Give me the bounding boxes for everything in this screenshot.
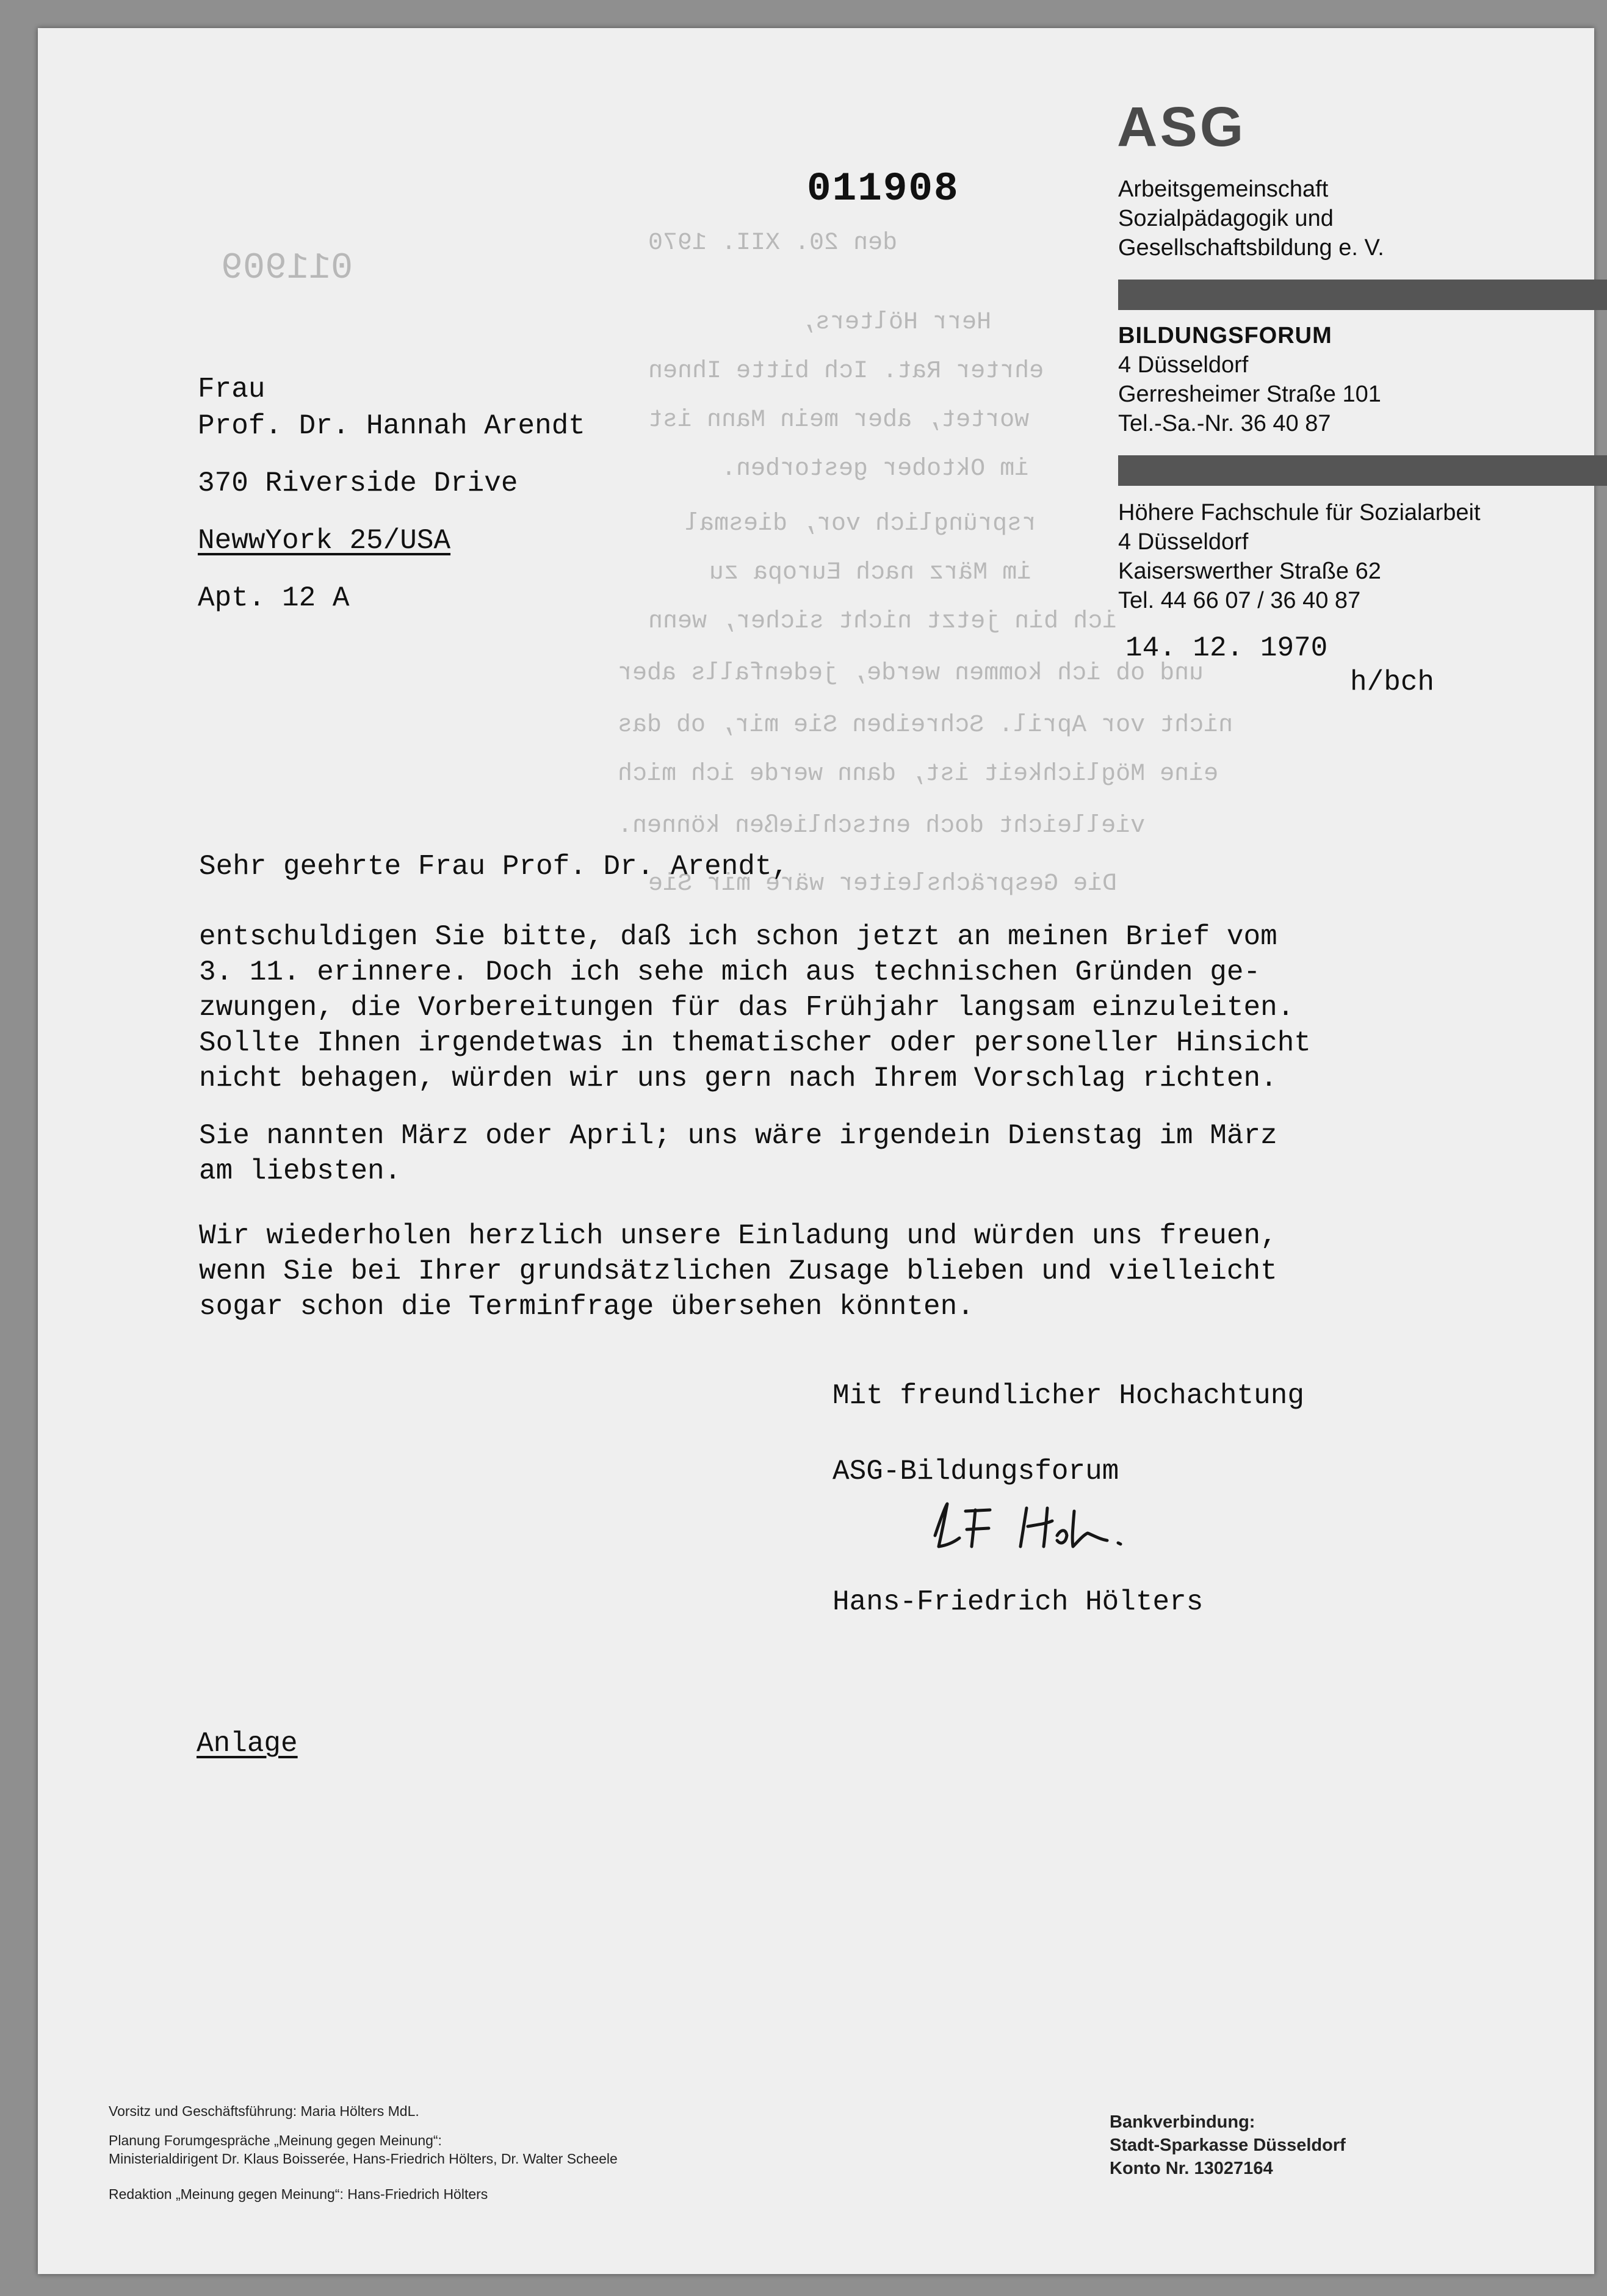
show-through-text: Herr Hölters,	[801, 309, 992, 336]
body-line: wenn Sie bei Ihrer grundsätzlichen Zusage blieben und vielleicht	[199, 1255, 1277, 1287]
forum-street: Gerresheimer Straße 101	[1118, 381, 1381, 407]
forum-title: BILDUNGSFORUM	[1118, 323, 1332, 348]
sender-organization: ASG-Bildungsforum	[832, 1456, 1119, 1487]
org-line: Gesellschaftsbildung e. V.	[1118, 235, 1384, 261]
recipient-apt: Apt. 12 A	[198, 582, 350, 614]
footer-editorial: Redaktion „Meinung gegen Meinung“: Hans-Friedrich Hölters	[109, 2186, 488, 2202]
document-number: 011908	[807, 166, 959, 212]
body-line: Sie nannten März oder April; uns wäre irgendein Dienstag im März	[199, 1120, 1277, 1152]
bank-details	[1110, 2110, 1346, 2180]
show-through-text: ehrter Rat. Ich bitte Ihnen	[648, 358, 1044, 385]
school-city: 4 Düsseldorf	[1118, 529, 1249, 555]
body-line: entschuldigen Sie bitte, daß ich schon jetzt an meinen Brief vom	[199, 921, 1277, 953]
footer-board: Vorsitz und Geschäftsführung: Maria Hölters MdL.	[109, 2103, 419, 2119]
body-line: nicht behagen, würden wir uns gern nach Ihrem Vorschlag richten.	[199, 1063, 1277, 1094]
footer-planning: Planung Forumgespräche „Meinung gegen Meinung“:	[109, 2132, 442, 2148]
forum-phone: Tel.-Sa.-Nr. 36 40 87	[1118, 411, 1331, 436]
school-address	[1118, 498, 1481, 615]
body-line: sogar schon die Terminfrage übersehen könnten.	[199, 1291, 974, 1323]
show-through-text: nicht vor April. Schreiben Sie mir, ob das	[618, 712, 1233, 739]
show-through-text: und ob ich kommen werde, jedenfalls aber	[618, 660, 1204, 687]
org-name	[1118, 175, 1384, 262]
bank-name: Stadt-Sparkasse Düsseldorf	[1110, 2135, 1346, 2155]
show-through-text: vielleicht doch entschließen können.	[618, 812, 1146, 840]
show-through-text: 011909	[221, 248, 353, 289]
signatory-name: Hans-Friedrich Hölters	[832, 1586, 1204, 1618]
show-through-text: ich bin jetzt nicht sicher, wenn	[648, 608, 1118, 635]
school-title: Höhere Fachschule für Sozialarbeit	[1118, 500, 1481, 525]
school-street: Kaiserswerther Straße 62	[1118, 558, 1381, 584]
recipient-city: NewwYork 25/USA	[198, 525, 451, 557]
recipient-address	[198, 371, 585, 616]
body-line: am liebsten.	[199, 1155, 402, 1187]
salutation: Sehr geehrte Frau Prof. Dr. Arendt,	[199, 851, 789, 883]
letter-page	[38, 28, 1594, 2274]
show-through-text: wortet, aber mein Mann ist	[648, 406, 1030, 434]
recipient-line: Prof. Dr. Hannah Arendt	[198, 410, 585, 442]
body-line: zwungen, die Vorbereitungen für das Frühjahr langsam einzuleiten.	[199, 992, 1295, 1023]
closing: Mit freundlicher Hochachtung	[832, 1380, 1304, 1412]
letter-date: 14. 12. 1970	[1125, 632, 1328, 664]
org-line: Sozialpädagogik und	[1118, 206, 1334, 231]
recipient-line: Frau	[198, 374, 265, 405]
show-through-text: den 20. XII. 1970	[648, 229, 898, 257]
header-band	[1118, 280, 1607, 310]
enclosure-note: Anlage	[197, 1728, 298, 1760]
bank-account: Konto Nr. 13027164	[1110, 2159, 1273, 2178]
footer-planning-names: Ministerialdirigent Dr. Klaus Boisserée, Hans-Friedrich Hölters, Dr. Walter Scheele	[109, 2151, 618, 2167]
show-through-text: eine Möglichkeit ist, dann werde ich mich	[618, 760, 1219, 788]
show-through-text: im März nach Europa zu	[709, 559, 1032, 587]
handwritten-signature	[917, 1493, 1197, 1560]
show-through-text: Die Gesprächsleiter wäre mir Sie	[648, 870, 1118, 898]
forum-address	[1118, 321, 1381, 438]
body-line: Sollte Ihnen irgendetwas in thematischer oder personeller Hinsicht	[199, 1027, 1311, 1059]
org-line: Arbeitsgemeinschaft	[1118, 176, 1329, 202]
body-line: Wir wiederholen herzlich unsere Einladung und würden uns freuen,	[199, 1220, 1277, 1252]
bank-title: Bankverbindung:	[1110, 2112, 1255, 2132]
forum-city: 4 Düsseldorf	[1118, 352, 1249, 378]
body-paragraph	[199, 919, 1311, 1096]
body-paragraph	[199, 1118, 1277, 1189]
show-through-text: rsprünglich vor, diesmal	[685, 510, 1037, 538]
body-line: 3. 11. erinnere. Doch ich sehe mich aus technischen Gründen ge-	[199, 956, 1261, 988]
recipient-street: 370 Riverside Drive	[198, 468, 518, 499]
body-paragraph	[199, 1218, 1277, 1324]
asg-logo: ASG	[1117, 96, 1246, 158]
reference-code: h/bch	[1350, 666, 1435, 698]
header-band	[1118, 455, 1607, 486]
show-through-text: im Oktober gestorben.	[721, 455, 1030, 483]
school-phone: Tel. 44 66 07 / 36 40 87	[1118, 588, 1361, 613]
